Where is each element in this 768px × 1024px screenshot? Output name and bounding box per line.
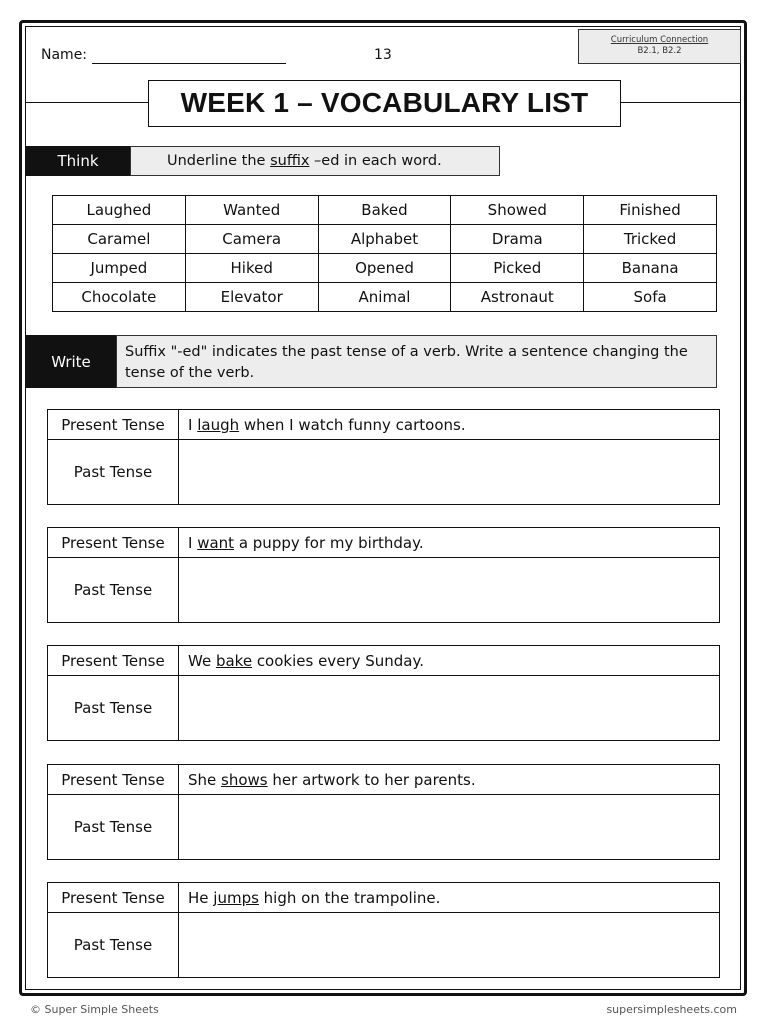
vocab-word[interactable]: Laughed [53, 196, 186, 225]
vocab-word[interactable]: Baked [318, 196, 451, 225]
vocab-word[interactable]: Hiked [185, 254, 318, 283]
vocab-word[interactable]: Finished [584, 196, 717, 225]
past-tense-label: Past Tense [48, 440, 179, 504]
think-instruction-suffix: suffix [270, 153, 310, 169]
exercise-block [47, 764, 720, 860]
vocab-word[interactable]: Opened [318, 254, 451, 283]
sentence-verb: want [197, 533, 235, 552]
vocabulary-table [52, 195, 717, 312]
sentence-verb: laugh [197, 415, 240, 434]
vocab-word[interactable]: Animal [318, 283, 451, 312]
present-tense-label: Present Tense [48, 883, 179, 913]
present-tense-label: Present Tense [48, 528, 179, 558]
curriculum-connection-box [578, 29, 741, 64]
vocab-row [53, 196, 717, 225]
present-tense-sentence [179, 410, 719, 440]
past-tense-answer-field[interactable] [179, 558, 719, 622]
vocab-word[interactable]: Astronaut [451, 283, 584, 312]
exercise-block [47, 645, 720, 741]
page-number: 13 [374, 47, 392, 63]
think-instruction-after: –ed in each word. [309, 153, 442, 169]
vocab-word[interactable]: Tricked [584, 225, 717, 254]
vocab-word[interactable]: Alphabet [318, 225, 451, 254]
vocab-row [53, 283, 717, 312]
sentence-end: high on the trampoline. [258, 888, 441, 907]
footer-copyright: © Super Simple Sheets [30, 1003, 159, 1016]
vocab-word[interactable]: Caramel [53, 225, 186, 254]
curriculum-connection-title: Curriculum Connection [610, 35, 709, 45]
sentence-end: cookies every Sunday. [252, 651, 424, 670]
present-tense-sentence [179, 883, 719, 913]
vocab-word[interactable]: Picked [451, 254, 584, 283]
present-tense-sentence [179, 528, 719, 558]
page-title: WEEK 1 – VOCABULARY LIST [148, 80, 621, 127]
sentence-start: We [188, 651, 216, 670]
sentence-end: a puppy for my birthday. [234, 533, 424, 552]
vocab-word[interactable]: Chocolate [53, 283, 186, 312]
sentence-end: when I watch funny cartoons. [239, 415, 466, 434]
sentence-verb: jumps [213, 888, 259, 907]
sentence-verb: bake [215, 651, 253, 670]
exercise-block [47, 409, 720, 505]
sentence-verb: shows [221, 770, 268, 789]
sentence-start: He [188, 888, 214, 907]
past-tense-label: Past Tense [48, 795, 179, 859]
past-tense-answer-field[interactable] [179, 795, 719, 859]
write-tag: Write [26, 335, 116, 388]
think-instruction [130, 146, 500, 176]
sentence-start: She [188, 770, 222, 789]
footer-website: supersimplesheets.com [606, 1003, 737, 1016]
vocab-word[interactable]: Camera [185, 225, 318, 254]
present-tense-sentence [179, 765, 719, 795]
sentence-start: I [188, 533, 198, 552]
title-rule-right [621, 102, 741, 103]
past-tense-answer-field[interactable] [179, 440, 719, 504]
vocab-word[interactable]: Banana [584, 254, 717, 283]
vocab-row [53, 254, 717, 283]
curriculum-codes: B2.1, B2.2 [637, 46, 682, 56]
sentence-start: I [188, 415, 198, 434]
present-tense-label: Present Tense [48, 765, 179, 795]
vocab-word[interactable]: Showed [451, 196, 584, 225]
vocab-row [53, 225, 717, 254]
exercise-block [47, 882, 720, 978]
vocab-word[interactable]: Drama [451, 225, 584, 254]
past-tense-label: Past Tense [48, 676, 179, 740]
present-tense-label: Present Tense [48, 646, 179, 676]
vocab-word[interactable]: Elevator [185, 283, 318, 312]
present-tense-sentence [179, 646, 719, 676]
write-instruction: Suffix "-ed" indicates the past tense of a verb. Write a sentence changing the tense of the verb. [116, 335, 717, 388]
past-tense-label: Past Tense [48, 558, 179, 622]
name-label: Name: [41, 47, 88, 63]
past-tense-label: Past Tense [48, 913, 179, 977]
present-tense-label: Present Tense [48, 410, 179, 440]
title-rule-left [26, 102, 148, 103]
vocab-word[interactable]: Jumped [53, 254, 186, 283]
exercise-block [47, 527, 720, 623]
sentence-end: her artwork to her parents. [267, 770, 476, 789]
vocab-word[interactable]: Sofa [584, 283, 717, 312]
vocab-word[interactable]: Wanted [185, 196, 318, 225]
past-tense-answer-field[interactable] [179, 913, 719, 977]
name-input-line[interactable] [92, 63, 286, 64]
think-tag: Think [26, 146, 130, 176]
past-tense-answer-field[interactable] [179, 676, 719, 740]
think-instruction-before: Underline the [167, 153, 271, 169]
